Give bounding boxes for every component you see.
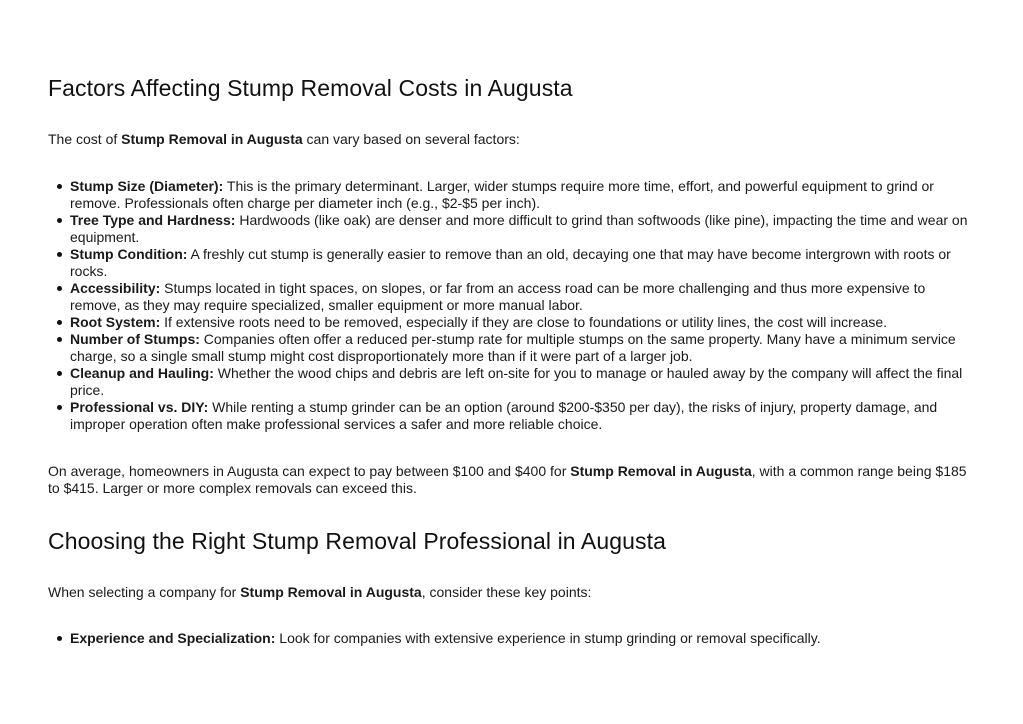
costs-intro-paragraph xyxy=(48,131,978,148)
list-item xyxy=(48,212,978,246)
factor-text: Whether the wood chips and debris are left on-site for you to manage or hauled away by the company will affect the final price. xyxy=(70,365,963,398)
factor-text: Companies often offer a reduced per-stump rate for multiple stumps on the same property. Many have a minimum service charge, so a single small stump might cost disproportionately more than if it were part of a larger job. xyxy=(70,331,956,364)
bullet-icon xyxy=(57,371,62,376)
factor-term: Stump Size (Diameter): xyxy=(70,178,224,194)
list-item xyxy=(48,178,978,212)
intro-text-end: can vary based on several factors: xyxy=(302,131,520,147)
factor-text: Hardwoods (like oak) are denser and more difficult to grind than softwoods (like pine), impacting the time and wear on equipment. xyxy=(70,212,968,245)
intro-text-end: , consider these key points: xyxy=(421,584,592,600)
bullet-icon xyxy=(57,184,62,189)
bullet-icon xyxy=(57,320,62,325)
bullet-icon xyxy=(57,405,62,410)
section-heading-costs: Factors Affecting Stump Removal Costs in Augusta xyxy=(48,75,573,101)
factor-text: While renting a stump grinder can be an option (around $200-$350 per day), the risks of injury, property damage, and improper operation often make professional services a safer and more reliable choice. xyxy=(70,399,938,432)
list-item xyxy=(48,280,978,314)
factor-term: Tree Type and Hardness: xyxy=(70,212,236,228)
list-item xyxy=(48,630,978,647)
bullet-icon xyxy=(57,252,62,257)
summary-text-end: , with a common range being $185 to $415. Larger or more complex removals can exceed this. xyxy=(48,463,967,496)
factor-text: This is the primary determinant. Larger, wider stumps require more time, effort, and powerful equipment to grind or remove. Professionals often charge per diameter inch (e.g., $2-$5 per inch). xyxy=(70,178,934,211)
bullet-icon xyxy=(57,218,62,223)
list-item xyxy=(48,331,978,365)
intro-text: When selecting a company for xyxy=(48,584,241,600)
factor-term: Accessibility: xyxy=(70,280,161,296)
intro-bold-keyword: Stump Removal in Augusta xyxy=(121,131,303,147)
list-item xyxy=(48,399,978,433)
factor-term: Stump Condition: xyxy=(70,246,188,262)
summary-bold-keyword: Stump Removal in Augusta xyxy=(570,463,752,479)
factor-term: Number of Stumps: xyxy=(70,331,200,347)
summary-text: On average, homeowners in Augusta can expect to pay between $100 and $400 for xyxy=(48,463,571,479)
list-item xyxy=(48,314,978,331)
factor-text: A freshly cut stump is generally easier to remove than an old, decaying one that may have become intergrown with roots or rocks. xyxy=(70,246,951,279)
factor-text: Stumps located in tight spaces, on slopes, or far from an access road can be more challenging and thus more expensive to remove, as they may require specialized, smaller equipment or more manual labor. xyxy=(70,280,926,313)
bullet-icon xyxy=(57,337,62,342)
intro-text: The cost of xyxy=(48,131,122,147)
list-item xyxy=(48,246,978,280)
choosing-points-list xyxy=(48,630,978,647)
factor-term: Cleanup and Hauling: xyxy=(70,365,214,381)
list-item xyxy=(48,365,978,399)
costs-summary-paragraph xyxy=(48,463,978,497)
bullet-icon xyxy=(57,636,62,641)
point-term: Experience and Specialization: xyxy=(70,630,276,646)
cost-factors-list xyxy=(48,178,978,433)
section-heading-choosing: Choosing the Right Stump Removal Professional in Augusta xyxy=(48,528,666,554)
choosing-intro-paragraph xyxy=(48,584,978,601)
factor-term: Root System: xyxy=(70,314,161,330)
factor-term: Professional vs. DIY: xyxy=(70,399,209,415)
factor-text: If extensive roots need to be removed, especially if they are close to foundations or utility lines, the cost will increase. xyxy=(160,314,888,330)
intro-bold-keyword: Stump Removal in Augusta xyxy=(240,584,422,600)
bullet-icon xyxy=(57,286,62,291)
point-text: Look for companies with extensive experience in stump grinding or removal specifically. xyxy=(275,630,821,646)
